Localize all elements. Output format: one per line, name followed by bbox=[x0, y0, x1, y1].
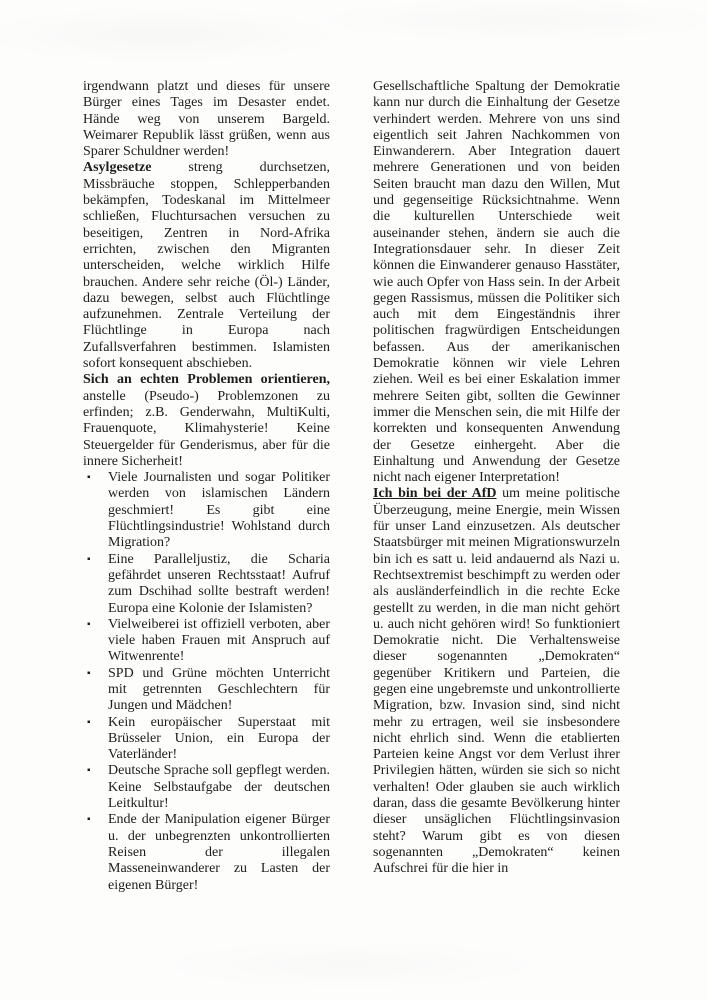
list-item-text: Vielweiberei ist offiziell verboten, aber viele haben Frauen mit Anspruch auf Witwenrente! bbox=[108, 616, 330, 665]
probleme-paragraph bbox=[83, 372, 330, 470]
probleme-paragraph-text: anstelle (Pseudo-) Problemzonen zu erfinden; z.B. Genderwahn, MultiKulti, Frauenquote, Klimahysterie! Keine Steuergelder für Genderismus, aber für die innere Sicherheit! bbox=[83, 388, 330, 469]
list-item-text: Deutsche Sprache soll gepflegt werden. Keine Selbstaufgabe der deutschen Leitkultur! bbox=[108, 763, 330, 812]
square-bullet-icon: ▪ bbox=[87, 814, 91, 826]
afd-paragraph bbox=[373, 486, 620, 877]
right-column bbox=[373, 79, 620, 894]
list-item bbox=[83, 715, 330, 764]
integration-paragraph bbox=[373, 79, 620, 486]
list-item bbox=[83, 763, 330, 812]
afd-paragraph-text: um meine politische Überzeugung, meine Energie, mein Wissen für unser Land einzusetzen. Als deutscher Staatsbürger mit meinen Migrationswurzeln bin ich es satt u. leid andauernd als Nazi u. Rechtsextremist beschimpft zu werden oder als ausländerfeindlich in die rechte Ecke gestellt zu werden, in die man nicht gehört u. auch nicht gehören wird! So funktioniert Demokratie nicht. Die Verhaltensweise dieser sogenannten „Demokraten“ gegenüber Kritikern und Parteien, die gegen eine ungebremste und unkontrollierte Migration, bzw. Invasion sind, sind nicht mehr zu ertragen, weil sie insbesondere nicht ehrlich sind. Wenn die etablierten Parteien keine Angst vor dem Verlust ihrer Privilegien hätten, würden sie sich so nicht verhalten! Oder glauben sie auch wirklich daran, dass die gesamte Bevölkerung hinter dieser unsäglichen Flüchtlingsinvasion steht? Warum gibt es von diesen sogenannten „Demokraten“ keinen Aufschrei für die hier in bbox=[373, 486, 620, 877]
asyl-paragraph-lead: Asylgesetze bbox=[83, 160, 152, 176]
list-item-text: Eine Paralleljustiz, die Scharia gefährdet unseren Rechtsstaat! Aufruf zum Dschihad sollte bestraft werden! Europa eine Kolonie der Islamisten? bbox=[108, 551, 330, 616]
list-item bbox=[83, 470, 330, 551]
square-bullet-icon: ▪ bbox=[87, 553, 91, 565]
list-item-text: SPD und Grüne möchten Unterricht mit getrennten Geschlechtern für Jungen und Mädchen! bbox=[108, 665, 330, 714]
square-bullet-icon: ▪ bbox=[87, 716, 91, 728]
integration-paragraph-text: Gesellschaftliche Spaltung der Demokratie kann nur durch die Einhaltung der Gesetze verhindert werden. Mehrere von uns sind eigentlich seit Jahren Nachkommen von Einwanderern. Aber Integration dauert mehrere Generationen und von beiden Seiten braucht man dazu den Willen, Mut und gegenseitige Rücksichtnahme. Wenn die kulturellen Unterschiede weit auseinander stehen, ändern sie auch die Integrationsdauer sehr. In dieser Zeit können die Einwanderer genauso Hasstäter, wie auch Opfer von Hass sein. In der Arbeit gegen Rassismus, müssen die Politiker sich auch mit dem Eingeständnis ihrer politischen fragwürdigen Entscheidungen befassen. Aus der amerikanischen Demokratie können wir viele Lehren ziehen. Weil es bei einer Eskalation immer mehrere Seiten gibt, sollten die Gewinner immer die Menschen sein, die mit Hilfe der korrekten und konsequenten Anwendung der Gesetze einhergeht. Aber die Einhaltung und Anwendung der Gesetze nicht nach eigener Interpretation! bbox=[373, 79, 620, 486]
list-item-text: Kein europäischer Superstaat mit Brüsseler Union, ein Europa der Vaterländer! bbox=[108, 714, 330, 763]
afd-paragraph-lead: Ich bin bei der AfD bbox=[373, 486, 497, 502]
square-bullet-icon: ▪ bbox=[87, 765, 91, 777]
intro-paragraph bbox=[83, 79, 330, 160]
list-item bbox=[83, 812, 330, 893]
two-column-text-area bbox=[83, 79, 620, 894]
list-item-text: Viele Journalisten und sogar Politiker werden von islamischen Ländern geschmiert! Es gibt eine Flüchtlingsindustrie! Wohlstand durch Migration? bbox=[108, 470, 330, 551]
probleme-paragraph-lead: Sich an echten Problemen orientieren, bbox=[83, 372, 330, 388]
square-bullet-icon: ▪ bbox=[87, 667, 91, 679]
list-item bbox=[83, 666, 330, 715]
square-bullet-icon: ▪ bbox=[87, 618, 91, 630]
asyl-paragraph-text: streng durchsetzen, Missbräuche stoppen, Schlepperbanden bekämpfen, Todeskanal im Mittelmeer schließen, Fluchtursachen versuchen zu beseitigen, Zentren in Nord-Afrika errichten, zwischen den Migranten unterscheiden, welche wirklich Hilfe brauchen. Andere sehr reiche (Öl-) Länder, dazu bewegen, selbst auch Flüchtlinge aufzunehmen. Zentrale Verteilung der Flüchtlinge in Europa nach Zufallsverfahren bestimmen. Islamisten sofort konsequent abschieben. bbox=[83, 160, 330, 372]
list-item bbox=[83, 617, 330, 666]
asyl-paragraph bbox=[83, 160, 330, 372]
left-column bbox=[83, 79, 330, 894]
list-item bbox=[83, 552, 330, 617]
square-bullet-icon: ▪ bbox=[87, 472, 91, 484]
list-item-text: Ende der Manipulation eigener Bürger u. der unbegrenzten unkontrollierten Reisen der illegalen Masseneinwanderer zu Lasten der eigenen Bürger! bbox=[108, 812, 330, 893]
bullet-list bbox=[83, 470, 330, 894]
intro-paragraph-text: irgendwann platzt und dieses für unsere Bürger eines Tages im Desaster endet. Hände weg von unserem Bargeld. Weimarer Republik lässt grüßen, wenn aus Sparer Schuldner werden! bbox=[83, 79, 330, 160]
